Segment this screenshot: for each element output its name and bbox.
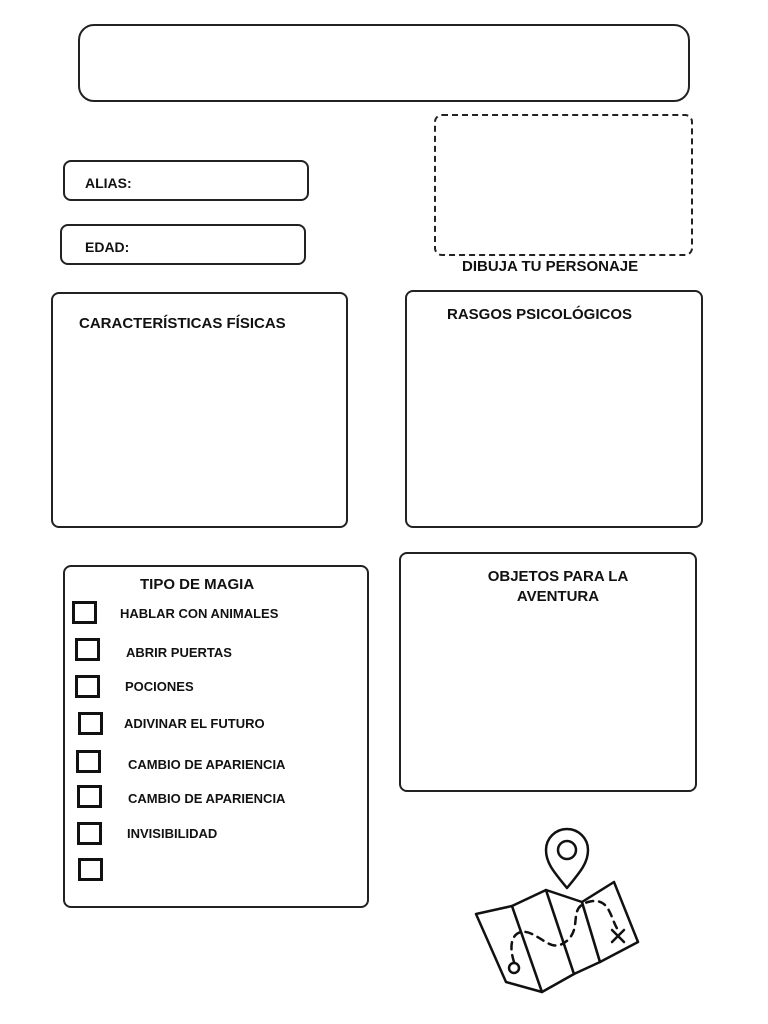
magic-checkbox-8[interactable]	[78, 858, 103, 881]
magic-option-4: ADIVINAR EL FUTURO	[124, 716, 265, 731]
magic-option-1: HABLAR CON ANIMALES	[120, 606, 279, 621]
treasure-map-icon	[470, 822, 650, 997]
adventure-objects-title-line1: OBJETOS PARA LA	[487, 568, 629, 585]
edad-label: EDAD:	[85, 239, 130, 255]
magic-checkbox-6[interactable]	[77, 785, 102, 808]
magic-checkbox-2[interactable]	[75, 638, 100, 661]
draw-character-label: DIBUJA TU PERSONAJE	[462, 258, 639, 275]
magic-checkbox-5[interactable]	[76, 750, 101, 773]
magic-checkbox-3[interactable]	[75, 675, 100, 698]
magic-checkbox-4[interactable]	[78, 712, 103, 735]
magic-option-6: CAMBIO DE APARIENCIA	[128, 791, 286, 806]
draw-character-area[interactable]	[434, 114, 693, 256]
magic-type-title: TIPO DE MAGIA	[140, 576, 255, 593]
magic-option-7: INVISIBILIDAD	[127, 826, 218, 841]
adventure-objects-title-line2: AVENTURA	[516, 588, 600, 605]
magic-option-2: ABRIR PUERTAS	[126, 645, 232, 660]
magic-checkbox-1[interactable]	[72, 601, 97, 624]
psychological-traits-label: RASGOS PSICOLÓGICOS	[447, 306, 633, 323]
magic-checkbox-7[interactable]	[77, 822, 102, 845]
alias-label: ALIAS:	[85, 175, 132, 191]
psychological-traits-box[interactable]	[405, 290, 703, 528]
magic-option-5: CAMBIO DE APARIENCIA	[128, 757, 286, 772]
magic-option-3: POCIONES	[125, 679, 194, 694]
title-field[interactable]	[78, 24, 690, 102]
adventure-objects-title	[399, 567, 717, 607]
physical-traits-label: CARACTERÍSTICAS FÍSICAS	[79, 315, 286, 332]
